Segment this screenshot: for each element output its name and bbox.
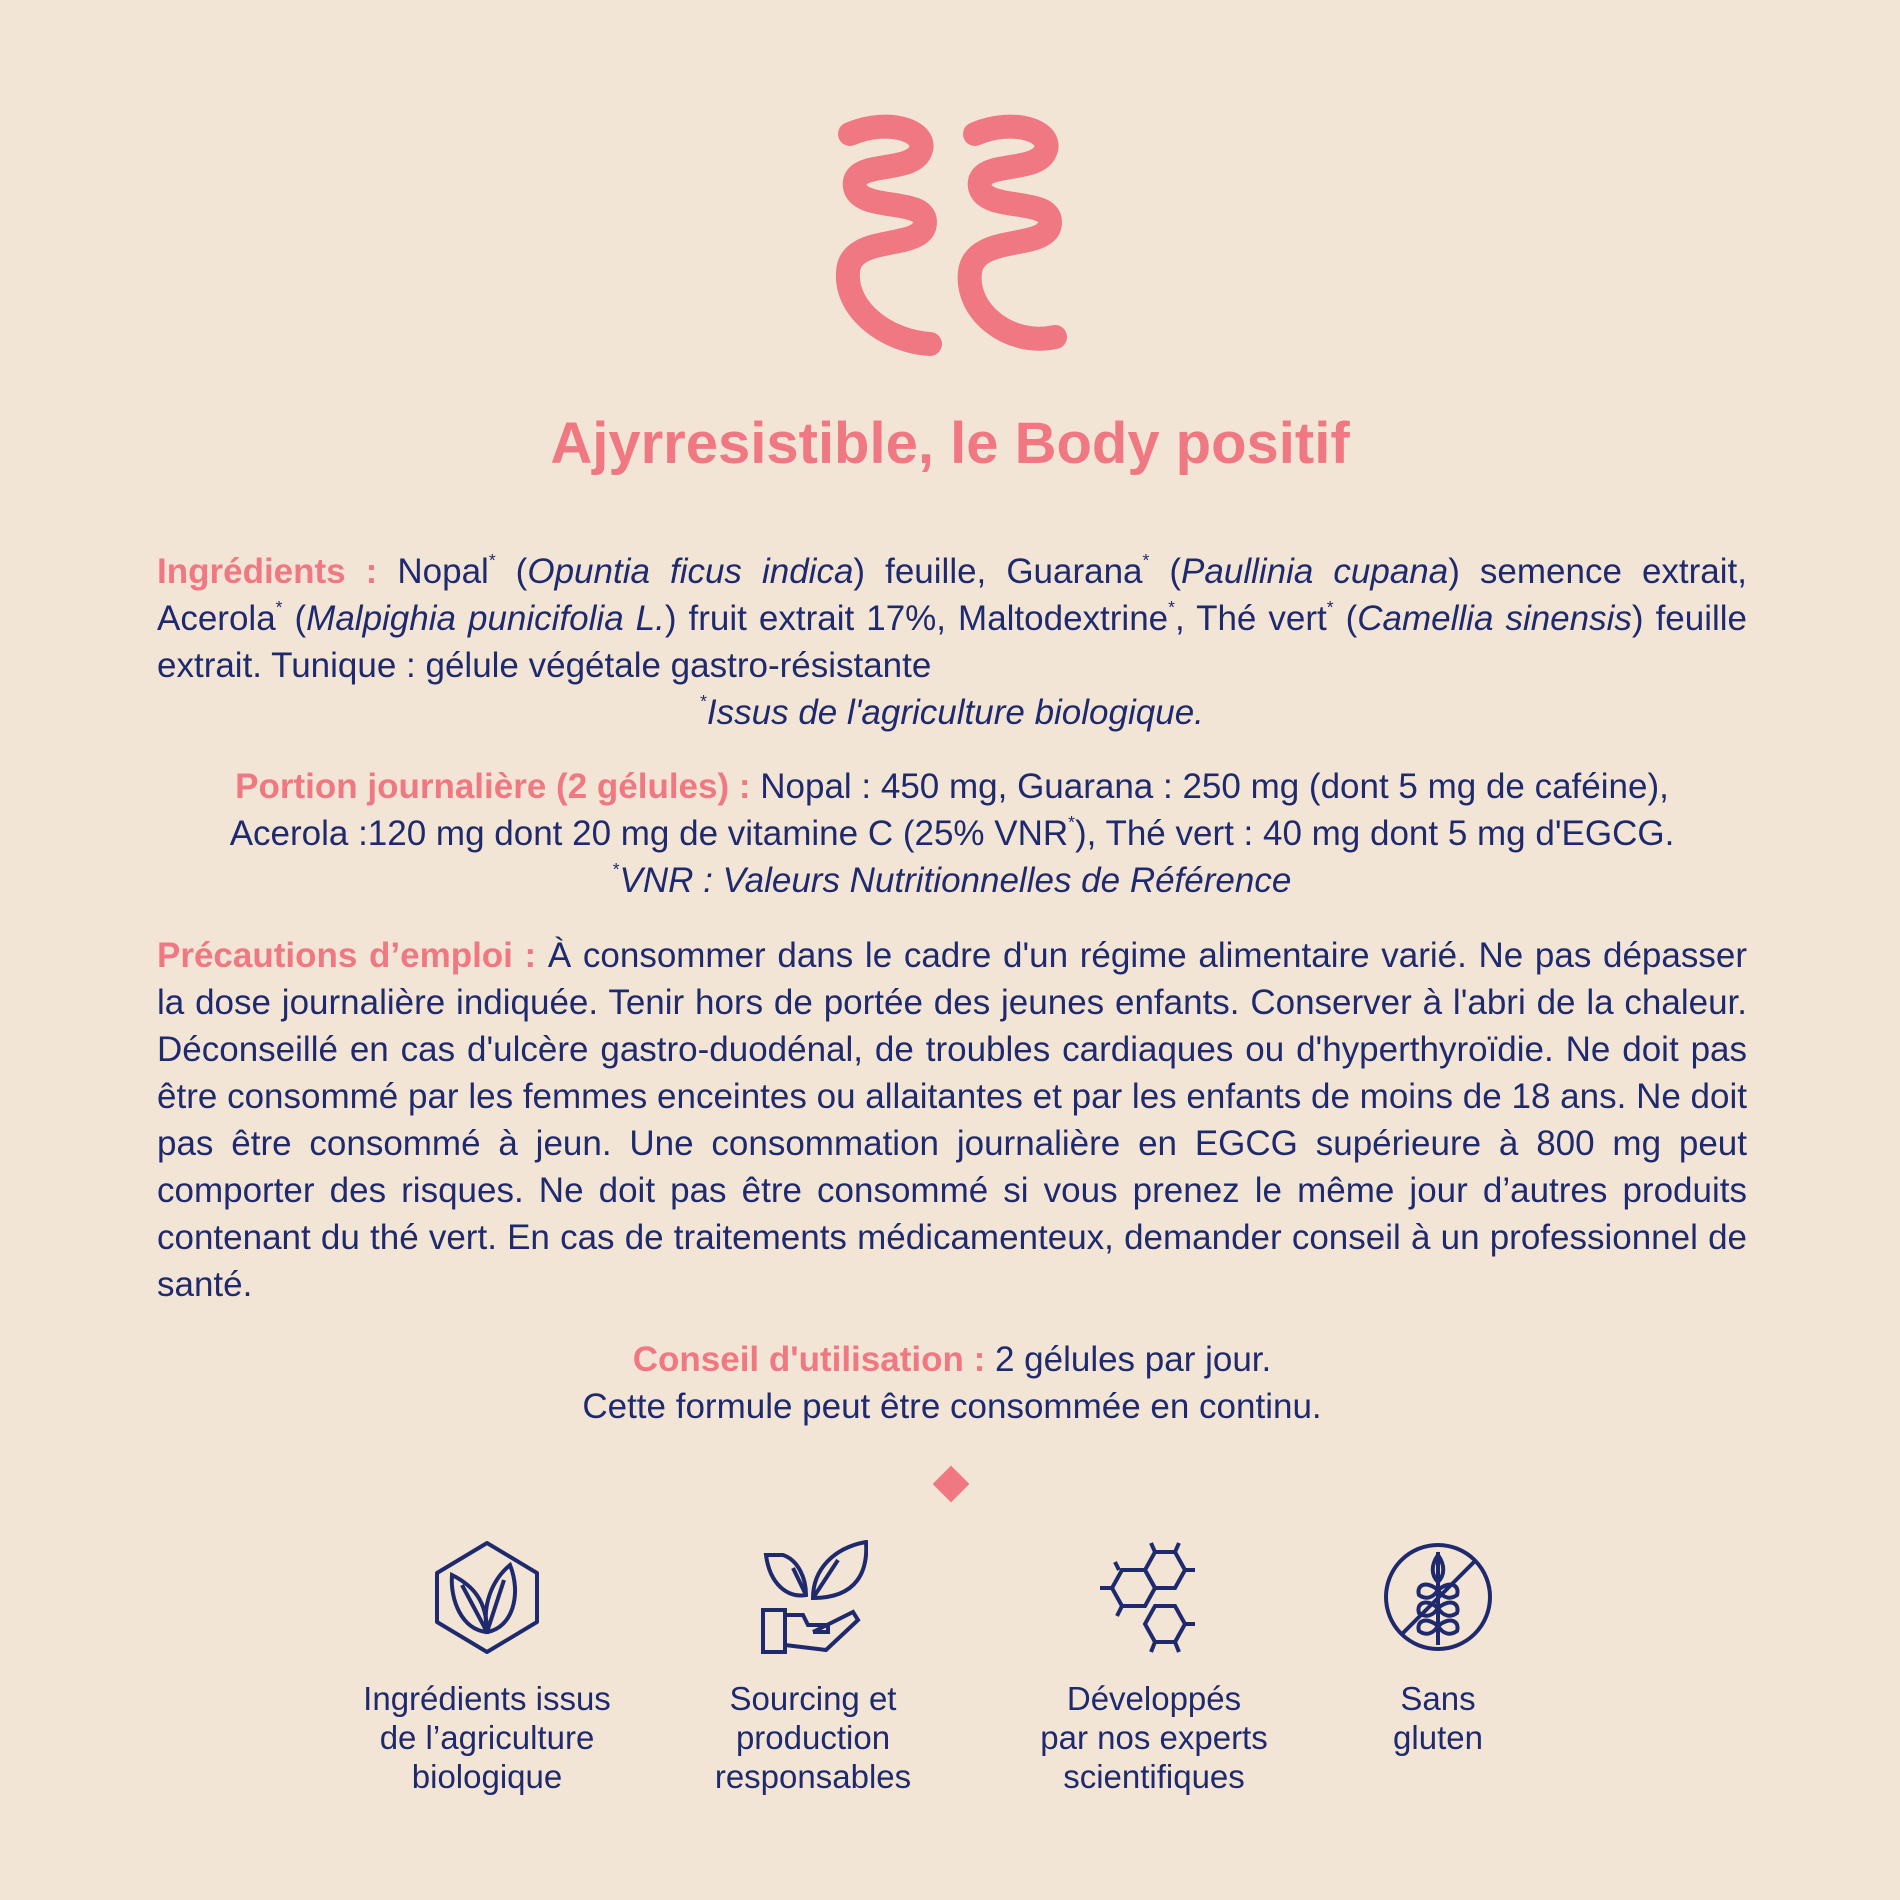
portion-line-1: Nopal : 450 mg, Guarana : 250 mg (dont 5 mg de caféine), [750, 767, 1669, 806]
feature-label: par nos experts [1040, 1719, 1268, 1756]
text: ( [282, 599, 307, 638]
gluten-free-icon [1381, 1540, 1496, 1655]
diamond-divider-icon [933, 1466, 970, 1503]
portion-note: VNR : Valeurs Nutritionnelles de Référence [619, 861, 1292, 900]
conseil-label: Conseil d'utilisation : [632, 1340, 986, 1379]
feature-gluten-free [1278, 1540, 1598, 1757]
asterisk: * [1068, 812, 1075, 832]
ingredients-label: Ingrédients : [157, 552, 378, 591]
portion-line-2: Acerola :120 mg dont 20 mg de vitamine C (25% VNR [229, 814, 1069, 853]
asterisk: * [488, 550, 496, 570]
portion-section [157, 763, 1747, 904]
hand-plant-icon [758, 1540, 868, 1655]
latin-name: Paullinia cupana [1181, 552, 1449, 591]
asterisk: * [1168, 597, 1175, 617]
feature-label: Ingrédients issus [363, 1680, 611, 1717]
feature-label: gluten [1393, 1719, 1483, 1756]
brand-logo-icon [830, 112, 1070, 362]
feature-label: Sans [1400, 1680, 1476, 1717]
precautions-section [157, 932, 1747, 1308]
feature-label: scientifiques [1063, 1758, 1245, 1795]
latin-name: Camellia sinensis [1357, 599, 1632, 638]
text: ( [495, 552, 528, 591]
precautions-label: Précautions d’emploi : [157, 936, 537, 975]
product-title: Ajyrresistible, le Body positif [550, 411, 1350, 476]
asterisk: * [612, 859, 620, 879]
feature-sourcing [653, 1540, 973, 1796]
text: ( [1333, 599, 1358, 638]
feature-label: Développés [1066, 1680, 1242, 1717]
text: ( [1149, 552, 1182, 591]
feature-label: de l’agriculture [379, 1719, 595, 1756]
precautions-text: À consommer dans le cadre d'un régime alimentaire varié. Ne pas dépasser la dose journalière indiquée. Tenir hors de portée des jeunes enfants. Conserver à l'abri de la chaleur. Déconseillé en cas d'ulcère gastro-duodénal, de troubles cardiaques ou d'hyperthyroïdie. Ne doit pas être consommé par les femmes enceintes ou allaitantes et par les enfants de moins de 18 ans. Ne doit pas être consommé à jeun. Une consommation journalière en EGCG supérieure à 800 mg peut comporter des risques. Ne doit pas être consommé si vous prenez le même jour d’autres produits contenant du thé vert. En cas de traitements médicamenteux, demander conseil à un professionnel de santé. [157, 936, 1747, 1304]
text: , Thé vert [1174, 599, 1327, 638]
organic-leaf-icon [432, 1540, 542, 1655]
feature-experts [994, 1540, 1314, 1796]
asterisk: * [1326, 597, 1334, 617]
ingredients-section [157, 548, 1747, 736]
text: ) semence extrait, Acerola [157, 552, 1747, 638]
feature-label: responsables [714, 1758, 912, 1795]
text: Nopal [377, 552, 489, 591]
note-text: Issus de l'agriculture biologique. [706, 693, 1204, 732]
latin-name: Opuntia ficus indica [527, 552, 854, 591]
text: ) feuille extrait. Tunique : gélule végétale gastro-résistante [157, 599, 1748, 685]
feature-label: production [735, 1719, 891, 1756]
portion-line-2-end: ), Thé vert : 40 mg dont 5 mg d'EGCG. [1074, 814, 1675, 853]
conseil-section [157, 1336, 1747, 1430]
text: ) fruit extrait 17%, Maltodextrine [664, 599, 1169, 638]
portion-label: Portion journalière (2 gélules) : [235, 767, 751, 806]
asterisk: * [275, 597, 283, 617]
conseil-line-2: Cette formule peut être consommée en continu. [582, 1387, 1322, 1426]
molecule-icon [1097, 1540, 1212, 1655]
feature-organic [327, 1540, 647, 1796]
ingredients-note [157, 689, 1747, 736]
text: ) feuille, Guarana [853, 552, 1143, 591]
feature-label: Sourcing et [729, 1680, 897, 1717]
asterisk: * [700, 691, 707, 711]
feature-label: biologique [411, 1758, 563, 1795]
latin-name: Malpighia punicifolia L. [306, 599, 665, 638]
conseil-line-1: 2 gélules par jour. [985, 1340, 1272, 1379]
asterisk: * [1142, 550, 1150, 570]
